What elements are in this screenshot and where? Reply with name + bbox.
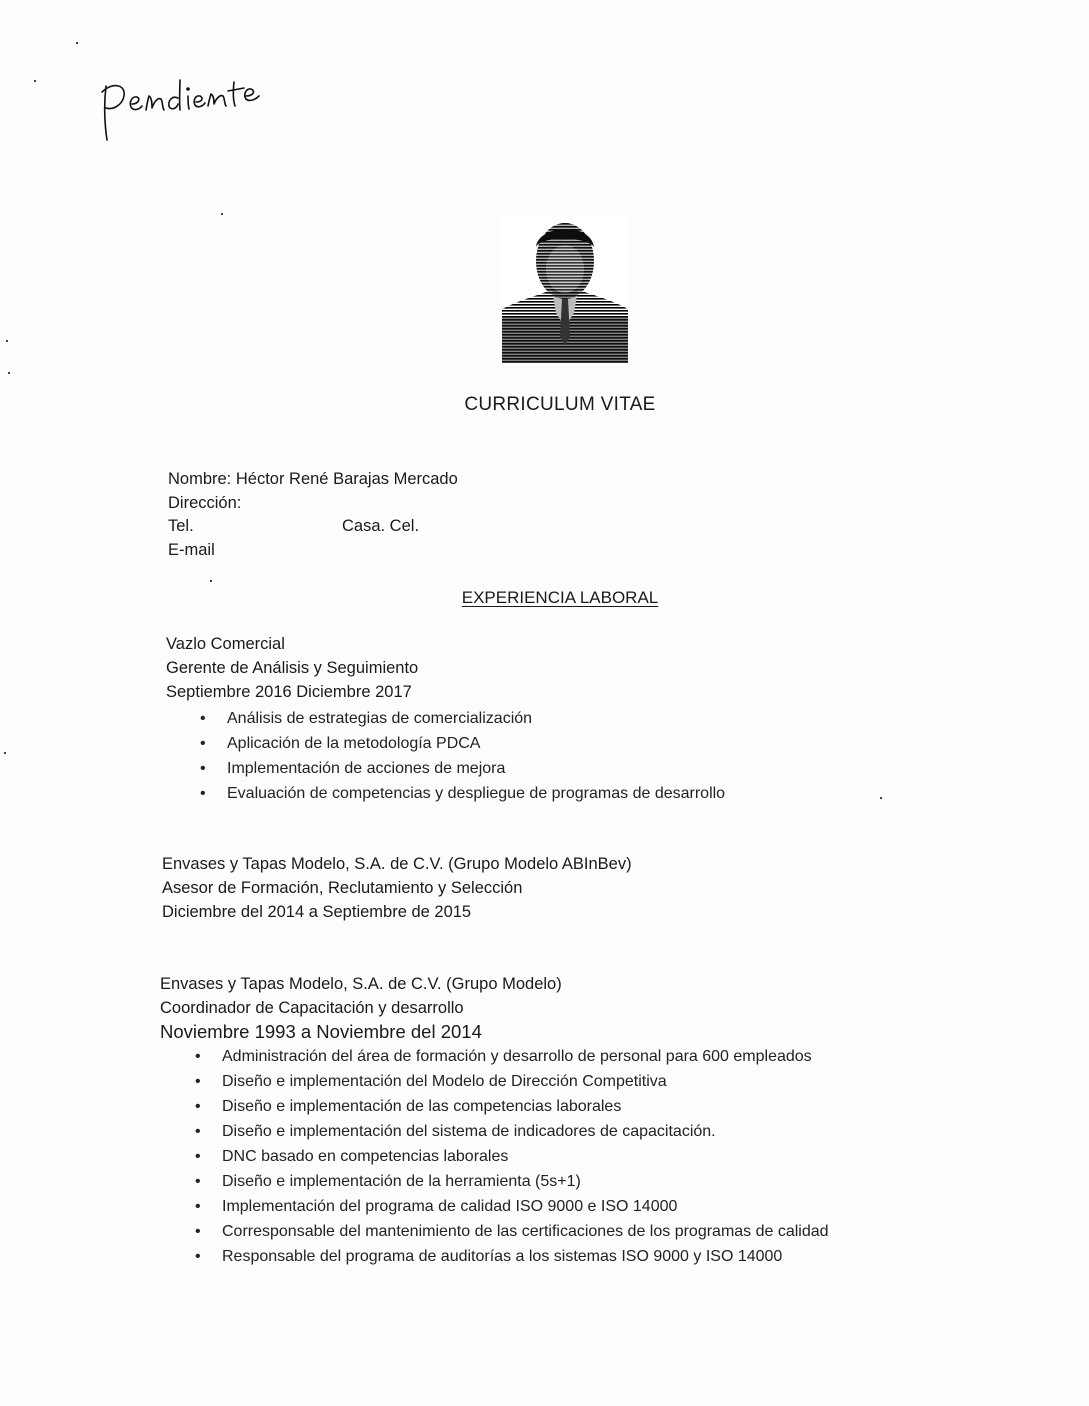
portrait-photo-drawing [502,217,628,363]
job-duties-list [200,706,726,806]
list-item-text: Aplicación de la metodología PDCA [227,735,481,752]
job-entry [166,632,725,806]
list-item-text: Corresponsable del mantenimiento de las certificaciones de los programas de calidad [222,1223,829,1240]
document-title: CURRICULUM VITAE [464,394,656,415]
contact-block [168,468,458,562]
job-period: Diciembre del 2014 a Septiembre de 2015 [162,903,472,921]
list-item-text: Implementación de acciones de mejora [227,760,506,777]
list-item [195,1219,829,1244]
bullet-icon: • [195,1098,201,1115]
scan-speck [6,340,8,342]
list-item-text: Responsable del programa de auditorías a los sistemas ISO 9000 y ISO 14000 [222,1248,783,1265]
list-item [195,1119,829,1144]
bullet-icon: • [200,735,206,752]
list-item-text: DNC basado en competencias laborales [222,1148,509,1165]
job-period: Noviembre 1993 a Noviembre del 2014 [160,1021,482,1042]
bullet-icon: • [195,1248,201,1265]
job-duties-list [195,1044,829,1269]
list-item-text: Diseño e implementación de las competencias laborales [222,1098,622,1115]
job-entry [162,852,632,924]
job-position: Asesor de Formación, Reclutamiento y Selección [162,879,523,897]
list-item [195,1244,829,1269]
scan-speck [4,752,6,754]
bullet-icon: • [195,1123,201,1140]
list-item [195,1144,829,1169]
portrait-photo-icon [502,217,628,363]
list-item [195,1094,829,1119]
list-item [200,731,725,756]
bullet-icon: • [200,785,206,802]
list-item [195,1194,829,1219]
bullet-icon: • [195,1073,201,1090]
bullet-icon: • [200,760,206,777]
list-item-text: Diseño e implementación del Modelo de Dirección Competitiva [222,1073,667,1090]
scan-speck [76,42,78,44]
list-item-text: Análisis de estrategias de comercialización [227,710,533,727]
scan-speck [221,213,223,215]
job-company: Vazlo Comercial [166,635,285,653]
job-position: Coordinador de Capacitación y desarrollo [160,999,464,1017]
list-item-text: Evaluación de competencias y despliegue de programas de desarrollo [227,785,726,802]
phone-line [168,515,458,539]
job-period: Septiembre 2016 Diciembre 2017 [166,683,412,701]
job-company: Envases y Tapas Modelo, S.A. de C.V. (Grupo Modelo ABInBev) [162,855,632,873]
list-item-text: Diseño e implementación del sistema de indicadores de capacitación. [222,1123,716,1140]
bullet-icon: • [195,1198,201,1215]
list-item [200,706,725,731]
scan-speck [210,580,212,582]
list-item [195,1069,829,1094]
phone-label: Tel. [168,517,194,535]
job-company: Envases y Tapas Modelo, S.A. de C.V. (Grupo Modelo) [160,975,562,993]
scan-speck [8,372,10,374]
home-cell-label: Casa. Cel. [342,517,420,535]
name-line: Nombre: Héctor René Barajas Mercado [168,470,458,488]
list-item-text: Implementación del programa de calidad ISO 9000 e ISO 14000 [222,1198,678,1215]
list-item-text: Diseño e implementación de la herramienta (5s+1) [222,1173,581,1190]
handwritten-note-drawing [92,58,292,148]
list-item [195,1044,829,1069]
list-item-text: Administración del área de formación y desarrollo de personal para 600 empleados [222,1048,812,1065]
address-line: Dirección: [168,493,242,512]
bullet-icon: • [195,1223,201,1240]
scan-speck [34,80,36,82]
job-position: Gerente de Análisis y Seguimiento [166,659,419,677]
job-entry [160,972,829,1269]
bullet-icon: • [195,1148,201,1165]
bullet-icon: • [200,710,206,727]
list-item [195,1169,829,1194]
handwritten-note [92,58,292,148]
email-line: E-mail [168,540,215,559]
list-item [200,756,725,781]
bullet-icon: • [195,1048,201,1065]
section-title-experience: EXPERIENCIA LABORAL [461,588,659,607]
scan-speck [880,797,882,799]
bullet-icon: • [195,1173,201,1190]
list-item [200,781,726,806]
